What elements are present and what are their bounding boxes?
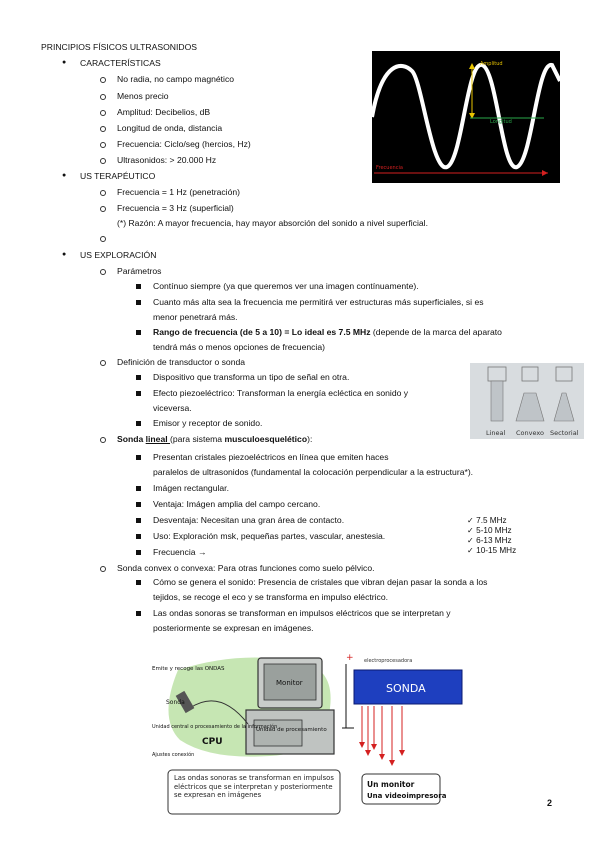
list-item: Cómo se genera el sonido: Presencia de cristales que vibran dejan pasar la sonda a los	[153, 577, 488, 587]
central-label: Unidad central o procesamiento de la información	[152, 724, 278, 730]
sine-wave	[372, 65, 560, 167]
square-bullet-icon	[136, 284, 141, 289]
convexo-label: Convexo	[516, 429, 544, 437]
list-item: viceversa.	[153, 403, 192, 413]
circle-bullet-icon	[100, 437, 106, 443]
page-title: PRINCIPIOS FÍSICOS ULTRASONIDOS	[41, 42, 197, 52]
square-bullet-icon	[136, 300, 141, 305]
caption-monitor: Un monitor	[367, 780, 415, 789]
square-bullet-icon	[136, 486, 141, 491]
square-bullet-icon	[136, 502, 141, 507]
frequency-checklist	[467, 516, 516, 556]
plus-sign: +	[346, 653, 354, 663]
square-bullet-icon	[136, 391, 141, 396]
convexa-label: Sonda convex o convexa: Para otras funciones como suelo pélvico.	[117, 563, 375, 573]
list-item: Emisor y receptor de sonido.	[153, 418, 263, 428]
text-span: ):	[307, 434, 313, 444]
list-item: posteriormente se expresan en imágenes.	[153, 623, 314, 633]
list-item: Frecuencia = 1 Hz (penetración)	[117, 187, 240, 197]
monitor-label: Monitor	[276, 679, 303, 687]
check-item: ✓ 7.5 MHz	[467, 516, 507, 525]
list-item: Imágen rectangular.	[153, 483, 229, 493]
circle-bullet-icon	[100, 94, 106, 100]
bold-text: musculoesquelético	[224, 434, 308, 444]
circle-bullet-icon	[100, 269, 106, 275]
list-item: Efecto piezoeléctrico: Transforman la energía ecléctica en sonido y	[153, 388, 409, 398]
list-item: Frecuencia: Ciclo/seg (hercios, Hz)	[117, 139, 251, 149]
underlined-text: lineal	[145, 434, 171, 444]
sonda-small-label: Sonda	[166, 699, 185, 706]
circle-bullet-icon	[100, 110, 106, 116]
square-bullet-icon	[136, 375, 141, 380]
circle-bullet-icon	[100, 158, 106, 164]
list-item: paralelos de ultrasonidos (fundamental la colocación perpendicular a la estructura*).	[153, 467, 474, 477]
list-item: Ventaja: Imágen amplia del campo cercano.	[153, 499, 321, 509]
bullet-icon: ●	[62, 172, 67, 179]
top-label: electroprocesadora	[364, 658, 413, 664]
square-bullet-icon	[136, 534, 141, 539]
bold-text: Rango de frecuencia (de 5 a 10) = Lo ideal es 7.5 MHz	[153, 327, 371, 337]
caption-left: Las ondas sonoras se transforman en impulsos eléctricos que se interpretan y posteriormente se expresan en imágenes	[174, 774, 334, 799]
list-item: Dispositivo que transforma un tipo de señal en otra.	[153, 372, 350, 382]
transducer-figure	[470, 363, 584, 439]
list-item: menor penetrará más.	[153, 312, 238, 322]
list-item: Contínuo siempre (ya que queremos ver una imagen contínuamente).	[153, 281, 419, 291]
square-bullet-icon	[136, 611, 141, 616]
circle-bullet-icon	[100, 190, 106, 196]
heading-terapeutico: US TERAPÉUTICO	[80, 171, 156, 181]
circle-bullet-icon	[100, 566, 106, 572]
wave-figure	[372, 51, 560, 183]
circle-bullet-icon	[100, 206, 106, 212]
square-bullet-icon	[136, 550, 141, 555]
parametros-label: Parámetros	[117, 266, 162, 276]
heading-exploracion: US EXPLORACIÓN	[80, 250, 157, 260]
bold-text: Sonda	[117, 434, 146, 444]
square-bullet-icon	[136, 580, 141, 585]
circle-bullet-icon	[100, 126, 106, 132]
bullet-icon: ●	[62, 59, 67, 66]
sectorial-label: Sectorial	[550, 429, 579, 437]
circle-bullet-icon	[100, 142, 106, 148]
circle-bullet-icon	[100, 77, 106, 83]
note-text: (*) Razón: A mayor frecuencia, hay mayor absorción del sonido a nivel superficial.	[117, 218, 428, 228]
check-item: ✓ 5-10 MHz	[467, 526, 512, 535]
unidad-label: Unidad de procesamiento	[256, 727, 327, 733]
sonda-box-label: SONDA	[386, 682, 426, 695]
square-bullet-icon	[136, 518, 141, 523]
list-item: Ultrasonidos: > 20.000 Hz	[117, 155, 217, 165]
list-item: tendrá más o menos opciones de frecuencia)	[153, 342, 325, 352]
check-item: ✓ 6-13 MHz	[467, 536, 512, 545]
list-item: Longitud de onda, distancia	[117, 123, 223, 133]
list-item: Las ondas sonoras se transforman en impulsos eléctricos que se interpretan y	[153, 608, 451, 618]
list-item: Menos precio	[117, 91, 169, 101]
lineal-label: Lineal	[486, 429, 506, 437]
definicion-label: Definición de transductor o sonda	[117, 357, 246, 367]
text-span: (depende de la marca del aparato	[370, 327, 502, 337]
frecuencia-label: Frecuencia	[376, 165, 403, 171]
list-item: Cuanto más alta sea la frecuencia me permitirá ver estructuras más superficiales, si es	[153, 297, 484, 307]
check-item: ✓ 10-15 MHz	[467, 546, 517, 555]
list-item: No radia, no campo magnético	[117, 74, 235, 84]
caption-videoimpresora: Una videoimpresora	[367, 792, 447, 800]
ultrasound-system-figure	[150, 648, 468, 818]
square-bullet-icon	[136, 421, 141, 426]
amplitud-label: Amplitud	[480, 61, 503, 67]
list-item: Amplitud: Decibelios, dB	[117, 107, 211, 117]
list-item: Presentan cristales piezoeléctricos en línea que emiten haces	[153, 452, 389, 462]
circle-bullet-icon	[100, 236, 106, 242]
bullet-icon: ●	[62, 251, 67, 258]
cpu-label: CPU	[202, 737, 223, 747]
page-number: 2	[547, 798, 553, 808]
square-bullet-icon	[136, 330, 141, 335]
circle-bullet-icon	[100, 360, 106, 366]
text-span: (para sistema	[170, 434, 225, 444]
list-item: tejidos, se recoge el eco y se transforma en impulso eléctrico.	[153, 592, 389, 602]
list-item: Frecuencia = 3 Hz (superficial)	[117, 203, 234, 213]
list-item: Uso: Exploración msk, pequeñas partes, vascular, anestesia.	[153, 531, 386, 541]
list-item: Desventaja: Necesitan una gran área de contacto.	[153, 515, 345, 525]
list-item: Frecuencia →	[153, 547, 207, 557]
square-bullet-icon	[136, 455, 141, 460]
list-item	[153, 327, 502, 338]
longitud-label: Longitud	[490, 119, 512, 125]
lineal-label	[117, 434, 312, 445]
cable-label: Ajustes conexión	[152, 752, 195, 758]
heading-caracteristicas: CARACTERÍSTICAS	[80, 58, 161, 68]
emitter-label: Emite y recoge las ONDAS	[152, 666, 225, 672]
